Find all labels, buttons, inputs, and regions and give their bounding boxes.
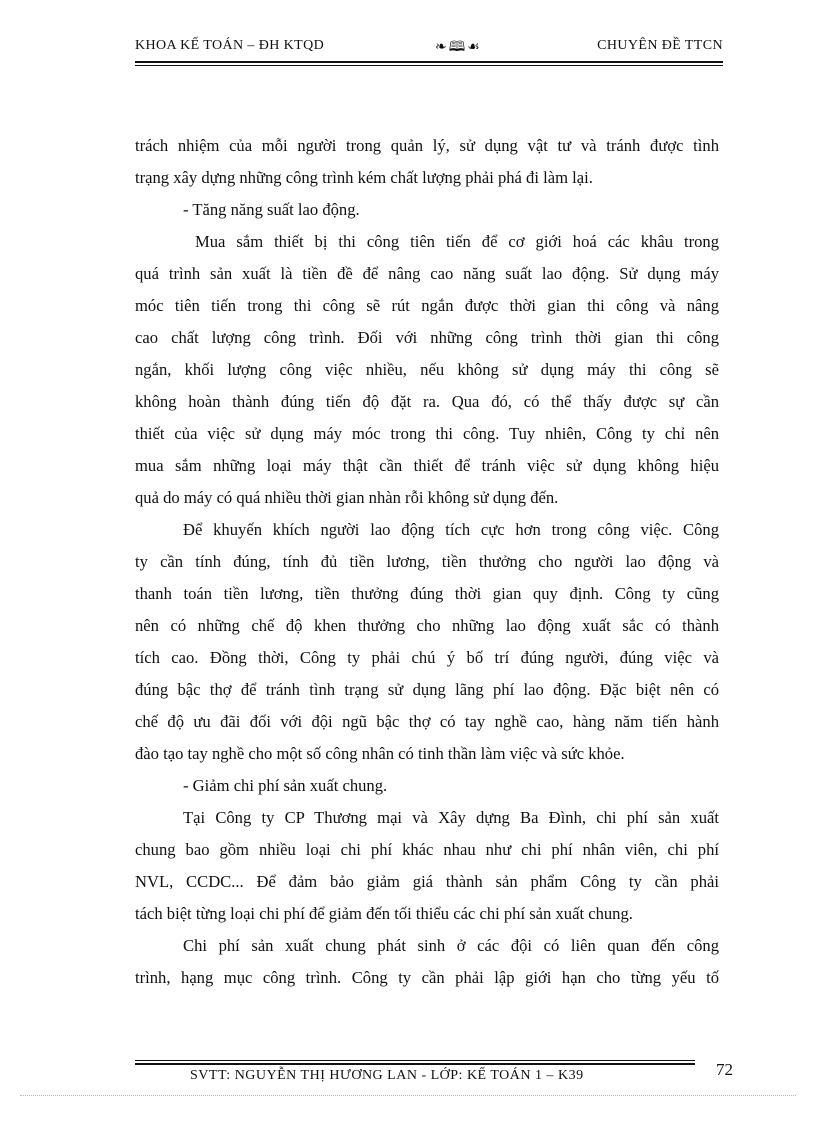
document-body — [135, 130, 719, 994]
header-rule-thick — [135, 61, 723, 63]
text-line: trạng xây dựng những công trình kém chất lượng phải phá đi làm lại. — [135, 168, 593, 187]
text-line: trình, hạng mục công trình. Công ty cần phải lập giới hạn cho từng yếu tố — [135, 968, 719, 987]
footer-rule-thick — [135, 1063, 695, 1065]
text-line: trách nhiệm của mỗi người trong quản lý, sử dụng vật tư và tránh được tình — [135, 136, 719, 155]
text-line: móc tiên tiến trong thi công sẽ rút ngắn được thời gian thi công và nâng — [135, 296, 719, 315]
text-line: Mua sắm thiết bị thi công tiên tiến để cơ giới hoá các khâu trong — [195, 232, 719, 251]
page-number: 72 — [716, 1060, 733, 1079]
header-department: KHOA KẾ TOÁN – ĐH KTQD — [135, 38, 325, 53]
bullet-heading: - Tăng năng suất lao động. — [183, 200, 360, 219]
header-rule-thin — [135, 65, 723, 66]
book-ornament-icon: ❧🕮☙ — [435, 40, 482, 55]
text-line: tách biệt từng loại chi phí để giảm đến tối thiểu các chi phí sản xuất chung. — [135, 904, 633, 923]
text-line: cao chất lượng công trình. Đối với những công trình thời gian thi công — [135, 328, 719, 347]
text-line: đào tạo tay nghề cho một số công nhân có tinh thần làm việc và sức khỏe. — [135, 744, 625, 763]
text-line: Để khuyến khích người lao động tích cực hơn trong công việc. Công — [183, 520, 719, 539]
page-boundary-divider — [20, 1095, 796, 1096]
text-line: thanh toán tiền lương, tiền thưởng đúng thời gian quy định. Công ty cũng — [135, 584, 719, 603]
text-line: đúng bậc thợ để tránh tình trạng sử dụng lãng phí lao động. Đặc biệt nên có — [135, 680, 719, 699]
text-line: chế độ ưu đãi đối với đội ngũ bậc thợ có tay nghề cao, hàng năm tiến hành — [135, 712, 719, 731]
text-line: quá trình sản xuất là tiền đề để nâng cao năng suất lao động. Sử dụng máy — [135, 264, 719, 283]
text-line: thiết của việc sử dụng máy móc trong thi công. Tuy nhiên, Công ty chỉ nên — [135, 424, 719, 443]
footer-student-info: SVTT: NGUYỄN THỊ HƯƠNG LAN - LỚP: KẾ TOÁN 1 – K39 — [190, 1068, 584, 1083]
text-line: không hoàn thành đúng tiến độ đặt ra. Qua đó, có thể thấy được sự cần — [135, 392, 719, 411]
text-line: Chi phí sản xuất chung phát sinh ở các đội có liên quan đến công — [183, 936, 719, 955]
text-line: ty cần tính đúng, tính đủ tiền lương, tiền thưởng cho người lao động và — [135, 552, 719, 571]
text-line: ngắn, khối lượng công việc nhiều, nếu không sử dụng máy thi công sẽ — [135, 360, 719, 379]
text-line: Tại Công ty CP Thương mại và Xây dựng Ba Đình, chi phí sản xuất — [183, 808, 719, 827]
page-header — [135, 36, 723, 58]
text-line: NVL, CCDC... Để đảm bảo giảm giá thành sản phẩm Công ty cần phải — [135, 872, 719, 891]
text-line: tích cao. Đồng thời, Công ty phải chú ý bố trí đúng người, đúng việc và — [135, 648, 719, 667]
text-line: nên có những chế độ khen thưởng cho những lao động xuất sắc có thành — [135, 616, 719, 635]
bullet-heading: - Giảm chi phí sản xuất chung. — [183, 776, 388, 795]
header-report-type: CHUYÊN ĐỀ TTCN — [597, 38, 723, 53]
text-line: mua sắm những loại máy thật cần thiết để tránh việc sử dụng không hiệu — [135, 456, 719, 475]
text-line: quả do máy có quá nhiều thời gian nhàn rỗi không sử dụng đến. — [135, 488, 559, 507]
text-line: chung bao gồm nhiều loại chi phí khác nhau như chi phí nhân viên, chi phí — [135, 840, 719, 859]
footer-rule-thin — [135, 1060, 695, 1061]
